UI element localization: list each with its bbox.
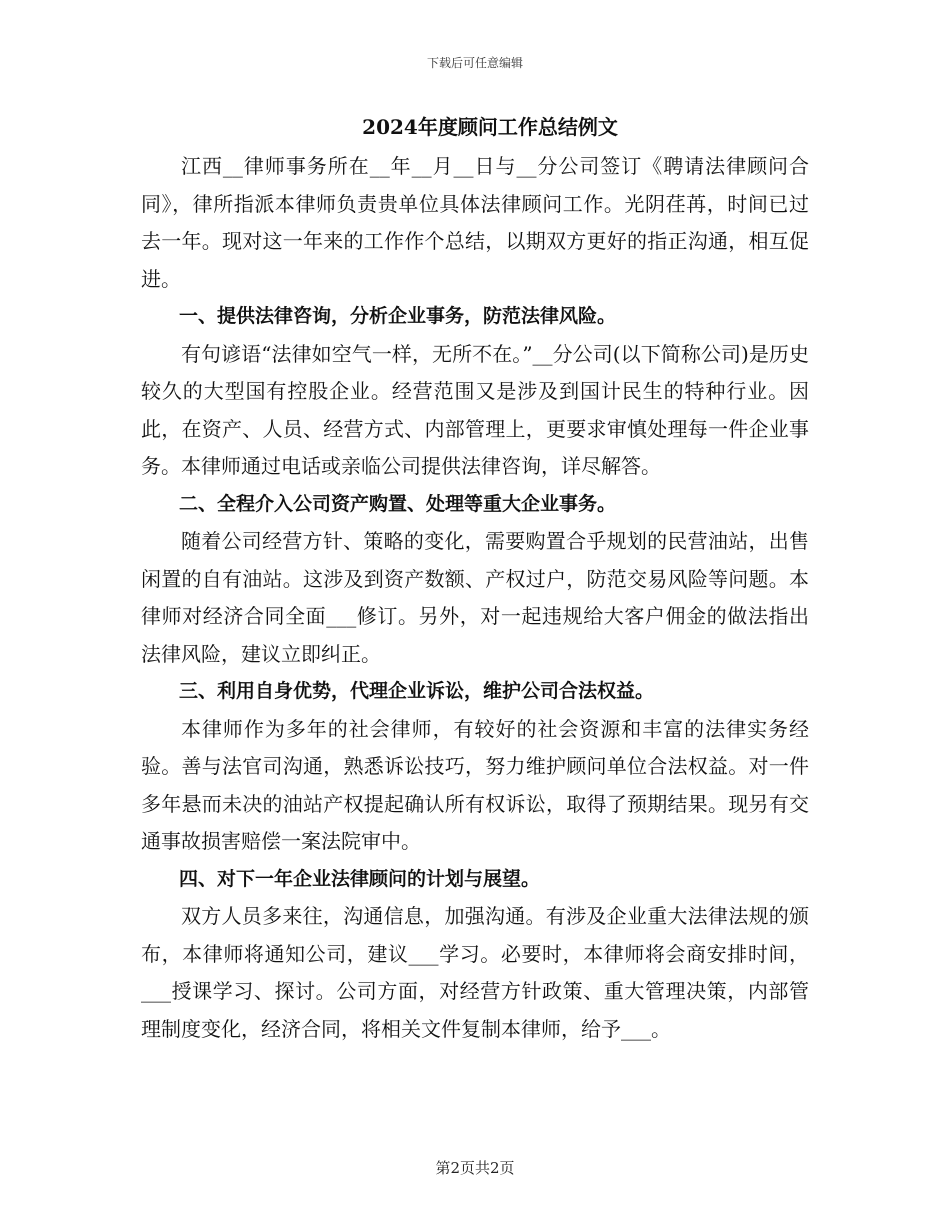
section-heading-1: 一、提供法律咨询，分析企业事务，防范法律风险。: [179, 305, 617, 327]
intro-paragraph: 江西__律师事务所在__年__月__日与__分公司签订《聘请法律顾问合同》，律所指派本律师负责贵单位具体法律顾问工作。光阴荏苒，时间已过去一年。现对这一年来的工作作个总结，以期双方更好的指正沟通，相互促进。: [141, 154, 809, 291]
header-note: 下载后可任意编辑: [426, 56, 523, 70]
document-title: 2024年度顾问工作总结例文: [362, 115, 618, 139]
section-paragraph-3: 本律师作为多年的社会律师，有较好的社会资源和丰富的法律实务经验。善与法官司沟通，熟悉诉讼技巧，努力维护顾问单位合法权益。对一件多年悬而未决的油站产权提起确认所有权诉讼，取得了预期结果。现另有交通事故损害赔偿一案法院审中。: [141, 716, 809, 853]
section-paragraph-2: 随着公司经营方针、策略的变化，需要购置合乎规划的民营油站，出售闲置的自有油站。这涉及到资产数额、产权过户，防范交易风险等问题。本律师对经济合同全面___修订。另外，对一起违规给大客户佣金的做法指出法律风险，建议立即纠正。: [141, 529, 809, 666]
section-paragraph-4: 双方人员多来往，沟通信息，加强沟通。有涉及企业重大法律法规的颁布，本律师将通知公司，建议___学习。必要时，本律师将会商安排时间，___授课学习、探讨。公司方面，对经营方针政策、重大管理决策，内部管理制度变化，经济合同，将相关文件复制本律师，给予___。: [141, 904, 809, 1041]
section-paragraph-1: 有句谚语“法律如空气一样，无所不在。”__分公司(以下简称公司)是历史较久的大型国有控股企业。经营范围又是涉及到国计民生的特种行业。因此，在资产、人员、经营方式、内部管理上，更要求审慎处理每一件企业事务。本律师通过电话或亲临公司提供法律咨询，详尽解答。: [141, 341, 809, 478]
section-heading-3: 三、利用自身优势，代理企业诉讼，维护公司合法权益。: [179, 680, 655, 702]
section-heading-4: 四、对下一年企业法律顾问的计划与展望。: [179, 867, 541, 890]
page-number: 第2页共2页: [435, 1159, 515, 1177]
document-body: [141, 112, 809, 1048]
section-heading-2: 二、全程介入公司资产购置、处理等重大企业事务。: [179, 492, 617, 515]
